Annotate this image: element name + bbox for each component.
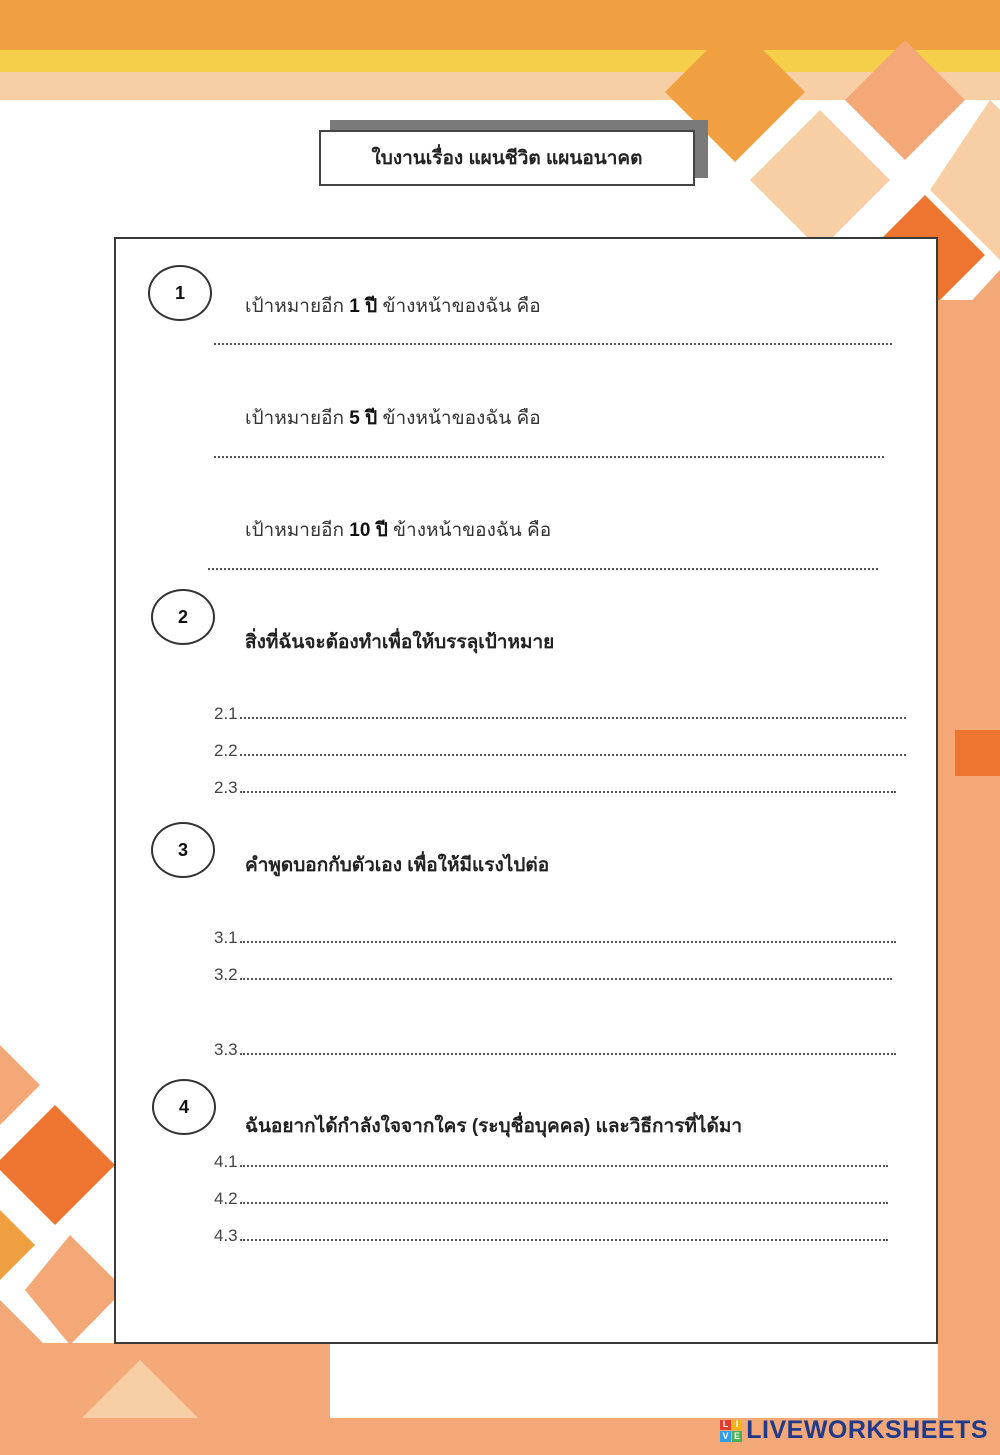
section-2-heading: สิ่งที่ฉันจะต้องทำเพื่อให้บรรลุเป้าหมาย <box>245 632 555 653</box>
liveworksheets-logo-text: LIVEWORKSHEETS <box>746 1416 988 1444</box>
answer-item[interactable] <box>214 776 896 796</box>
logo-letter: E <box>732 1431 743 1442</box>
answer-item[interactable] <box>214 1187 888 1207</box>
goal-unit: ปี <box>365 408 378 429</box>
section-4-heading: ฉันอยากได้กำลังใจจากใคร (ระบุชื่อบุคคล) และวิธีการที่ได้มา <box>245 1116 743 1137</box>
item-number: 4.2 <box>214 1189 238 1208</box>
section-4-number: 4 <box>152 1079 216 1135</box>
answer-line[interactable] <box>240 754 906 756</box>
answer-item[interactable] <box>214 1224 888 1244</box>
answer-item[interactable] <box>214 1038 896 1058</box>
worksheet-title: ใบงานเรื่อง แผนชีวิต แผนอนาคต <box>319 130 695 186</box>
answer-line[interactable] <box>240 717 906 719</box>
liveworksheets-logo-icon <box>720 1420 742 1442</box>
answer-item[interactable] <box>214 702 906 722</box>
goal-prefix: เป้าหมายอีก <box>245 520 344 541</box>
answer-line[interactable] <box>240 1165 888 1167</box>
goal-years: 1 <box>349 296 360 317</box>
item-number: 3.2 <box>214 965 238 984</box>
liveworksheets-logo[interactable] <box>720 1416 988 1445</box>
goal-suffix: ข้างหน้าของฉัน คือ <box>393 520 552 541</box>
logo-letter: L <box>720 1420 731 1431</box>
goal-suffix: ข้างหน้าของฉัน คือ <box>382 408 541 429</box>
logo-letter: I <box>732 1420 743 1431</box>
answer-line[interactable] <box>240 1053 896 1055</box>
goal-5-year-prompt <box>245 403 541 433</box>
answer-item[interactable] <box>214 1150 888 1170</box>
section-3-heading: คำพูดบอกกับตัวเอง เพื่อให้มีแรงไปต่อ <box>245 855 550 876</box>
item-number: 2.2 <box>214 741 238 760</box>
item-number: 4.3 <box>214 1226 238 1245</box>
goal-unit: ปี <box>365 296 378 317</box>
goal-years: 10 <box>349 520 371 541</box>
goal-unit: ปี <box>375 520 388 541</box>
answer-item[interactable] <box>214 739 906 759</box>
section-2-number: 2 <box>151 589 215 645</box>
answer-line[interactable] <box>240 941 896 943</box>
answer-line[interactable] <box>240 791 896 793</box>
section-3-number: 3 <box>151 822 215 878</box>
goal-prefix: เป้าหมายอีก <box>245 408 344 429</box>
goal-1-year-prompt <box>245 291 541 321</box>
goal-10-year-prompt <box>245 515 551 545</box>
item-number: 4.1 <box>214 1152 238 1171</box>
answer-item[interactable] <box>214 963 892 983</box>
logo-letter: V <box>720 1431 731 1442</box>
item-number: 3.1 <box>214 928 238 947</box>
answer-item[interactable] <box>214 926 896 946</box>
goal-suffix: ข้างหน้าของฉัน คือ <box>382 296 541 317</box>
answer-line[interactable] <box>240 1202 888 1204</box>
answer-line[interactable] <box>240 1239 888 1241</box>
goal-10-year-answer-line[interactable] <box>208 568 878 570</box>
item-number: 3.3 <box>214 1040 238 1059</box>
item-number: 2.1 <box>214 704 238 723</box>
answer-line[interactable] <box>240 978 892 980</box>
worksheet-sheet <box>114 237 938 1344</box>
goal-prefix: เป้าหมายอีก <box>245 296 344 317</box>
goal-1-year-answer-line[interactable] <box>214 343 892 345</box>
section-1-number: 1 <box>148 265 212 321</box>
goal-years: 5 <box>349 408 360 429</box>
goal-5-year-answer-line[interactable] <box>214 456 884 458</box>
item-number: 2.3 <box>214 778 238 797</box>
